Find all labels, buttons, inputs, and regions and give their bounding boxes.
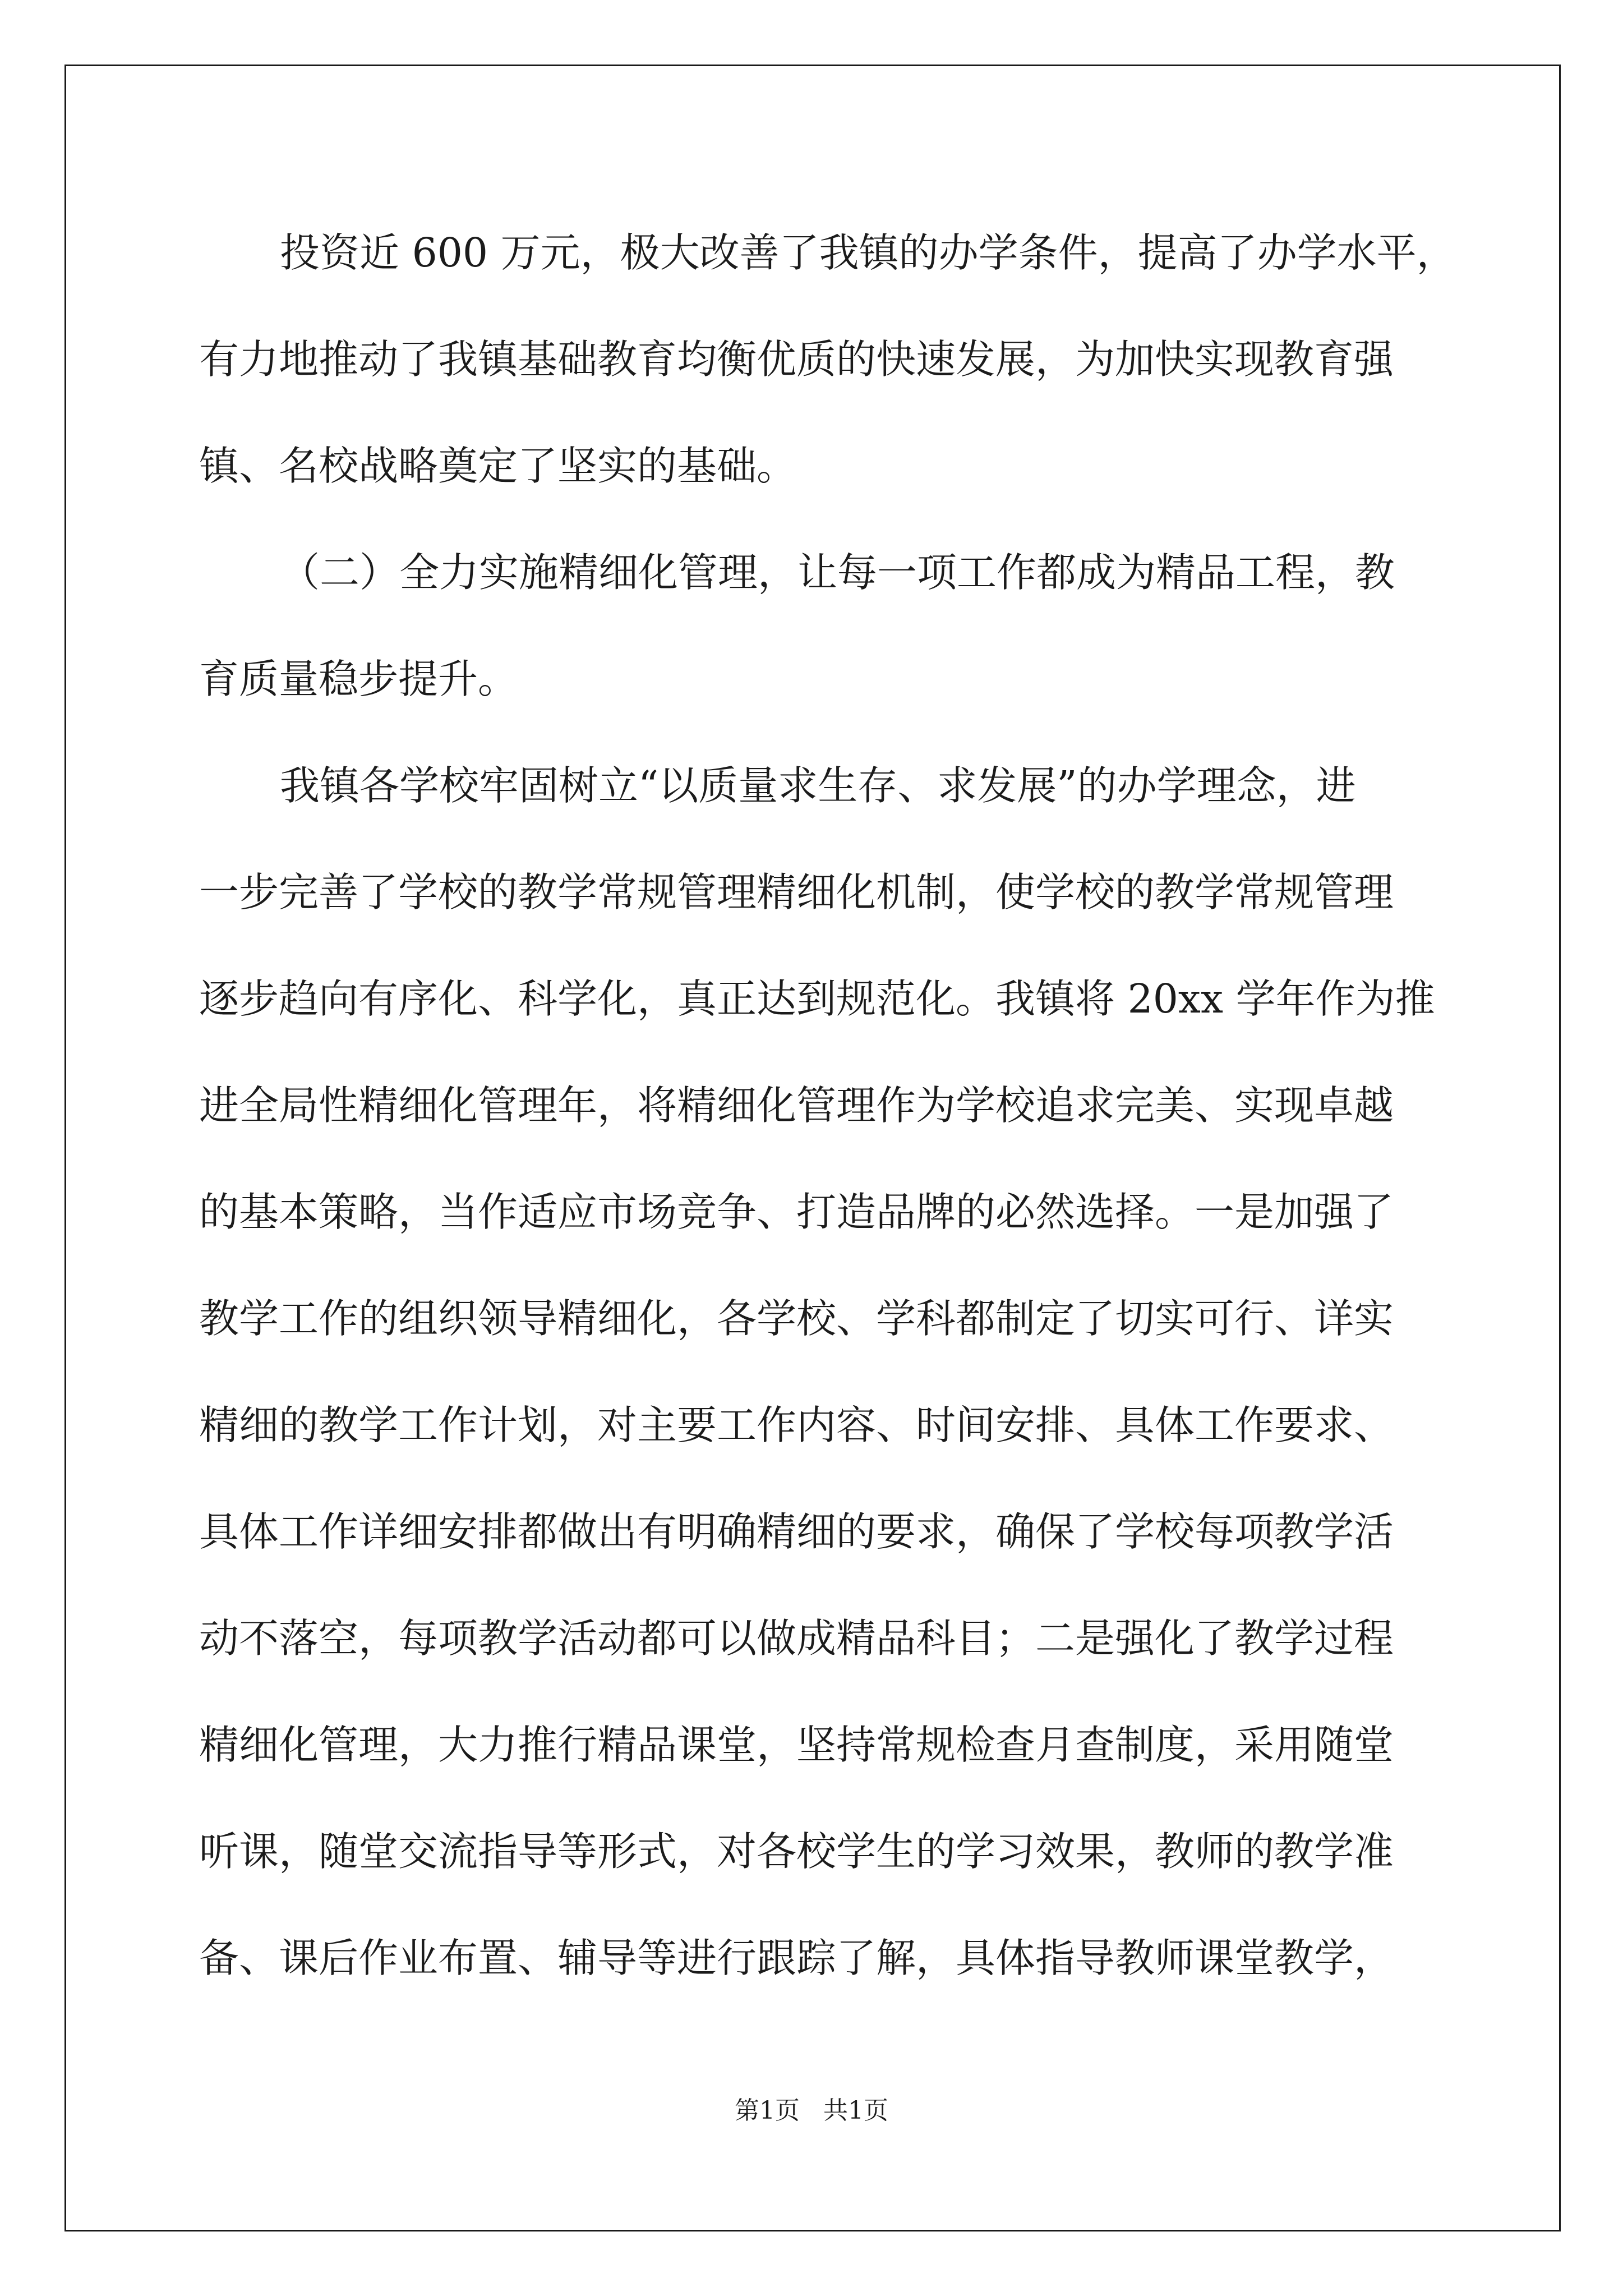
text-line: 育质量稳步提升。 bbox=[199, 656, 518, 702]
text-line: 有力地推动了我镇基础教育均衡优质的快速发展，为加快实现教育强 bbox=[199, 336, 1394, 383]
text-line: 的基本策略，当作适应市场竞争、打造品牌的必然选择。一是加强了 bbox=[199, 1189, 1394, 1235]
document-body bbox=[199, 200, 1456, 2012]
text-line: 精细的教学工作计划，对主要工作内容、时间安排、具体工作要求、 bbox=[199, 1402, 1394, 1448]
text-line: 备、课后作业布置、辅导等进行跟踪了解，具体指导教师课堂教学， bbox=[199, 1935, 1394, 1981]
text-line: 听课，随堂交流指导等形式，对各校学生的学习效果，教师的教学准 bbox=[199, 1828, 1394, 1875]
text-line: 我镇各学校牢固树立“以质量求生存、求发展”的办学理念，进 bbox=[280, 762, 1356, 809]
text-line: 进全局性精细化管理年，将精细化管理作为学校追求完美、实现卓越 bbox=[199, 1082, 1394, 1129]
text-line: 具体工作详细安排都做出有明确精细的要求，确保了学校每项教学活 bbox=[199, 1508, 1394, 1555]
text-line: 一步完善了学校的教学常规管理精细化机制，使学校的教学常规管理 bbox=[199, 869, 1394, 915]
text-line: 投资近 600 万元，极大改善了我镇的办学条件，提高了办学水平， bbox=[280, 229, 1456, 276]
text-line: 教学工作的组织领导精细化，各学校、学科都制定了切实可行、详实 bbox=[199, 1295, 1394, 1342]
page-footer: 第1页 共1页 bbox=[735, 2096, 888, 2125]
text-line: （二）全力实施精细化管理，让每一项工作都成为精品工程，教 bbox=[280, 549, 1395, 596]
text-line: 镇、名校战略奠定了坚实的基础。 bbox=[199, 443, 797, 489]
text-line: 精细化管理，大力推行精品课堂，坚持常规检查月查制度，采用随堂 bbox=[199, 1722, 1394, 1768]
text-line: 逐步趋向有序化、科学化，真正达到规范化。我镇将 20xx 学年作为推 bbox=[199, 976, 1435, 1022]
text-line: 动不落空，每项教学活动都可以做成精品科目；二是强化了教学过程 bbox=[199, 1615, 1394, 1662]
